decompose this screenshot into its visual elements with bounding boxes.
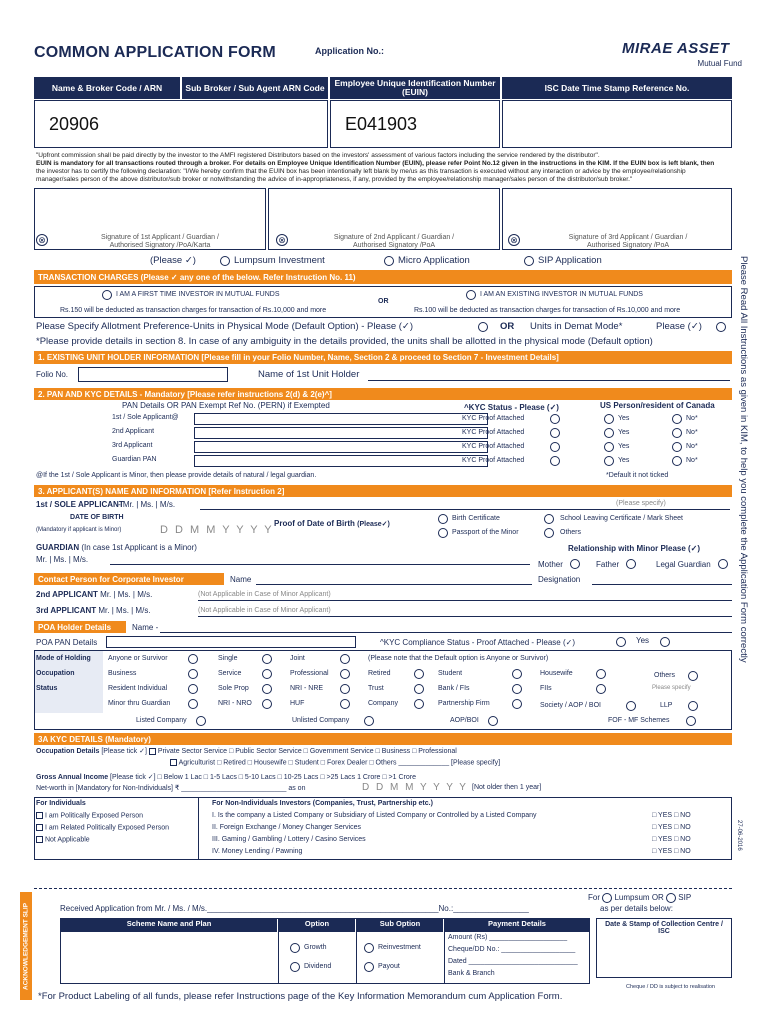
payout-label: Payout (378, 963, 400, 970)
folio-label: Folio No. (36, 370, 69, 379)
ack-divider (444, 918, 445, 984)
dob-note: (Mandatory if applicant is Minor) (36, 527, 122, 533)
demat-label: Units in Demat Mode* (530, 321, 623, 332)
status-huf-radio[interactable] (340, 699, 350, 709)
existing-label: I AM AN EXISTING INVESTOR IN MUTUAL FUNDS (480, 291, 643, 298)
status-unlisted-radio[interactable] (364, 716, 374, 726)
networth-note: [Not older then 1 year] (472, 784, 542, 791)
pay-amount: Amount (Rs) ____________________ (448, 934, 568, 941)
contact-name-label: Name (230, 575, 252, 584)
payout-radio[interactable] (364, 962, 374, 972)
status-nre: NRI - NRE (290, 685, 324, 692)
sip-label: SIP Application (538, 255, 602, 266)
reinvest-radio[interactable] (364, 943, 374, 953)
yes-no-q4[interactable]: □ YES □ NO (652, 848, 691, 855)
status-label: Status (36, 685, 58, 692)
pan-header: PAN Details OR PAN Exempt Ref No. (PERN) if Exempted (122, 401, 330, 410)
demat-radio[interactable] (716, 322, 726, 332)
pan-row (34, 412, 732, 426)
mother-radio[interactable] (570, 559, 580, 569)
contact-name-line[interactable] (256, 584, 532, 585)
status-huf: HUF (290, 700, 305, 707)
father-label: Father (596, 560, 620, 569)
pan-row-label: Guardian PAN (112, 456, 157, 463)
kyc-proof-label: KYC Proof Attached (462, 457, 525, 464)
poa-name-line[interactable] (160, 632, 732, 633)
poa-name-label: Name - (132, 623, 159, 632)
status-bank-radio[interactable] (512, 684, 522, 694)
yes-label: Yes (618, 429, 630, 436)
networth-date-input[interactable]: D D M M Y Y Y Y (362, 782, 468, 793)
status-minor-radio[interactable] (188, 699, 198, 709)
pan-row (34, 454, 732, 468)
second-name-line[interactable] (198, 600, 732, 601)
occ-details-line2: Agriculturist □ Retired □ Housewife □ Student □ Forex Dealer □ Others _____________ [Please specify] (170, 759, 500, 766)
birth-cert-radio[interactable] (438, 514, 448, 524)
pan-input[interactable] (194, 441, 488, 453)
growth-radio[interactable] (290, 943, 300, 953)
ack-as-per: as per details below: (600, 904, 673, 913)
status-listed: Listed Company (136, 717, 187, 724)
father-radio[interactable] (626, 559, 636, 569)
school-label: School Leaving Certificate / Mark Sheet (560, 515, 683, 522)
folio-input[interactable] (78, 367, 228, 382)
application-no-label: Application No.: (315, 46, 384, 56)
occ-business: Business (108, 670, 137, 677)
allot-or: OR (500, 321, 515, 332)
non-ind-q1: I. Is the company a Listed Company or Subsidiary of Listed Company or Controlled by a Listed Company (212, 812, 537, 819)
mode-please: (Please ✓) (150, 255, 196, 266)
occ-label: Occupation (36, 670, 75, 677)
col-sub-option: Sub Option (357, 919, 443, 932)
pep-option[interactable]: I am Politically Exposed Person (36, 812, 143, 819)
default-note: *Default it not ticked (606, 472, 669, 479)
section3a-bar: 3A KYC DETAILS (Mandatory) (34, 733, 732, 745)
status-llp-radio[interactable] (688, 701, 698, 711)
us-header: US Person/resident of Canada (600, 401, 715, 410)
designation-line[interactable] (592, 584, 732, 585)
passport-radio[interactable] (438, 528, 448, 538)
isc-header: ISC Date Time Stamp Reference No. (502, 77, 732, 99)
first-time-radio[interactable] (102, 290, 112, 300)
yes-no-q3[interactable]: □ YES □ NO (652, 836, 691, 843)
occ-business-radio[interactable] (188, 669, 198, 679)
isc-stamp-field[interactable] (502, 100, 732, 148)
disclaimer-line4: manager/sales person of the above distributor/sub broker or notwithstanding the advice of in-appropriateness, if any, provided by the employee/relationship manager/sales person of the distributor/sub broker." (36, 176, 633, 184)
school-radio[interactable] (544, 514, 554, 524)
euin-header: Employee Unique Identification Number (EUIN) (330, 77, 500, 99)
for-non-individuals: For Non-Individuals Investors (Companies, Trust, Partnership etc.) (212, 800, 433, 807)
ack-for: For Lumpsum OR SIP (588, 893, 692, 903)
occ-service-radio[interactable] (262, 669, 272, 679)
disclaimer-line2: EUIN is mandatory for all transactions routed through a broker. For details on Employee Unique Identification Number (EUIN), please refer Point No.12 given in the instructions in the KIM. If the EUIN box is left blank, then (36, 160, 715, 168)
status-listed-radio[interactable] (196, 716, 206, 726)
mode-anyone-radio[interactable] (188, 654, 198, 664)
ack-divider (278, 918, 279, 984)
ded-100: Rs.100 will be deducted as transaction charges for transaction of Rs.10,000 and more (414, 307, 681, 314)
logo-name: MIRAE ASSET (622, 40, 730, 57)
signature-label-1: Signature of 1st Applicant / Guardian / Authorised Signatory /PoA/Karta (101, 234, 219, 250)
status-unlisted: Unlisted Company (292, 717, 350, 724)
occ-others: Others (654, 672, 676, 679)
sole-titles: - Mr. | Ms. | M/s. (118, 500, 176, 509)
designation-label: Designation (538, 575, 581, 584)
kyc-header: ^KYC Status - Please (✓) (464, 403, 559, 412)
kyc-proof-radio[interactable] (550, 442, 560, 452)
status-partnership-radio[interactable] (512, 699, 522, 709)
status-soleprop-radio[interactable] (262, 684, 272, 694)
section3-bar: 3. APPLICANT(S) NAME AND INFORMATION [Refer Instruction 2] (34, 485, 732, 497)
sign-here-icon: ⊗ (508, 234, 520, 246)
sole-specify: (Please specify) (616, 500, 666, 507)
sole-name-line[interactable] (200, 509, 730, 510)
physical-radio[interactable] (478, 322, 488, 332)
status-aop-radio[interactable] (488, 716, 498, 726)
stamp-label: Date & Stamp of Collection Centre / ISC (605, 921, 723, 935)
sip-radio[interactable] (524, 256, 534, 266)
realisation-note: Cheque / DD is subject to realisation (626, 984, 715, 990)
disclaimer-line1: "Upfront commission shall be paid directly by the investor to the AMFI registered Distributors based on the investors' assessment of various factors including the service rendered by the distributor". (36, 152, 600, 159)
status-society: Society / AOP / BOI (540, 702, 601, 709)
mirae-logo (622, 40, 742, 76)
us-yes-radio[interactable] (604, 456, 614, 466)
second-na: (Not Applicable in Case of Minor Applicant) (198, 591, 331, 598)
no-label: No* (686, 429, 698, 436)
status-trust-radio[interactable] (414, 684, 424, 694)
no-label: No* (686, 443, 698, 450)
passport-label: Passport of the Minor (452, 529, 519, 536)
guardian-name-line[interactable] (110, 564, 530, 565)
occ-details: Occupation Details [Please tick ✓] Private Sector Service □ Public Sector Service □ Government Service □ Business □ Professional (36, 748, 457, 755)
pan-row-label: 3rd Applicant (112, 442, 153, 449)
guardian-titles: Mr. | Ms. | M/s. (36, 555, 89, 564)
proof-dob-label: Proof of Date of Birth (Please✓) (274, 519, 390, 528)
side-instruction: Please Read All Instructions as given in KIM, to help you complete the Application Form correctly (738, 256, 749, 663)
pep-divider (198, 797, 199, 860)
allotment-line2: *Please provide details in section 8. In case of any ambiguity in the details provided, the units shall be allotted in the physical mode (Default option) (36, 336, 653, 347)
status-soleprop: Sole Prop (218, 685, 249, 692)
pay-cheque: Cheque/DD No.: ___________________ (448, 946, 576, 953)
form-code: 27-06-2016 (736, 820, 742, 851)
us-no-radio[interactable] (672, 414, 682, 424)
status-fii: FIIs (540, 685, 552, 692)
rpep-option[interactable]: I am Related Politically Exposed Person (36, 824, 169, 831)
pan-row-label: 2nd Applicant (112, 428, 155, 435)
occ-retired: Retired (368, 670, 391, 677)
poa-bar: POA Holder Details (34, 621, 126, 633)
occ-student-radio[interactable] (512, 669, 522, 679)
tx-or: OR (378, 298, 389, 305)
cut-line (34, 888, 732, 889)
growth-label: Growth (304, 944, 327, 951)
pay-dated: Dated ____________________________ (448, 958, 578, 965)
others-proof-label: Others (560, 529, 582, 536)
allotment-line1: Please Specify Allotment Preference-Units in Physical Mode (Default Option) - Please (✓) (36, 321, 414, 332)
sign-here-icon: ⊗ (36, 234, 48, 246)
occ-professional: Professional (290, 670, 329, 677)
poa-yes-radio[interactable] (660, 637, 670, 647)
mode-single: Single (218, 655, 238, 662)
first-time-label: I AM A FIRST TIME INVESTOR IN MUTUAL FUNDS (116, 291, 280, 298)
kyc-proof-label: KYC Proof Attached (462, 429, 525, 436)
subbroker-header: Sub Broker / Sub Agent ARN Code (182, 77, 328, 99)
occ-housewife: Housewife (540, 670, 573, 677)
pan-row-label: 1st / Sole Applicant@ (112, 414, 179, 421)
status-resident: Resident Individual (108, 685, 168, 692)
euin-field[interactable]: E041903 (330, 100, 500, 148)
legal-guardian-radio[interactable] (718, 559, 728, 569)
status-society-radio[interactable] (626, 701, 636, 711)
third-na: (Not Applicable in Case of Minor Applicant) (198, 607, 331, 614)
pan-input[interactable] (194, 427, 488, 439)
ack-side-label: ACKNOWLEDGEMENT SLIP (20, 892, 32, 1000)
birth-cert-label: Birth Certificate (452, 515, 500, 522)
kyc-proof-radio[interactable] (550, 414, 560, 424)
occ-professional-radio[interactable] (340, 669, 350, 679)
us-yes-radio[interactable] (604, 428, 614, 438)
gross-income: Gross Annual Income [Please tick ✓] □ Below 1 Lac □ 1-5 Lacs □ 5-10 Lacs □ 10-25 Lacs □ >25 Lacs 1 Crore □ >1 Crore (36, 774, 416, 781)
for-individuals: For Individuals (36, 800, 86, 807)
non-ind-q3: III. Gaming / Gambling / Lottery / Casino Services (212, 836, 366, 843)
lumpsum-label: Lumpsum Investment (234, 255, 325, 266)
section1-bar: 1. EXISTING UNIT HOLDER INFORMATION [Please fill in your Folio Number, Name, Section 2 & proceed to Section 7 - Investment Details] (34, 351, 732, 364)
product-label-note: *For Product Labeling of all funds, please refer Instructions page of the Key Information Memorandum cum Application Form. (38, 991, 563, 1002)
non-ind-q2: II. Foreign Exchange / Money Changer Services (212, 824, 362, 831)
signature-label-2: Signature of 2nd Applicant / Guardian / Authorised Signatory /PoA (333, 234, 455, 250)
third-name-line[interactable] (198, 616, 732, 617)
col-scheme: Scheme Name and Plan (61, 919, 277, 932)
networth-label: Net-worth in [Mandatory for Non-Individuals] ₹ ___________________________ as on (36, 785, 306, 792)
poa-pan-input[interactable] (106, 636, 356, 648)
pay-bank: Bank & Branch (448, 970, 495, 977)
kyc-proof-label: KYC Proof Attached (462, 443, 525, 450)
status-partnership: Partnership Firm (438, 700, 490, 707)
sole-applicant-label: 1st / SOLE APPLICANT (36, 500, 124, 509)
existing-radio[interactable] (466, 290, 476, 300)
ded-150: Rs.150 will be deducted as transaction charges for transaction of Rs.10,000 and more (60, 307, 327, 314)
arn-field[interactable]: 20906 (34, 100, 328, 148)
name1-label: Name of 1st Unit Holder (258, 369, 360, 380)
sign-here-icon: ⊗ (276, 234, 288, 246)
col-option: Option (279, 919, 355, 932)
occ-housewife-radio[interactable] (596, 669, 606, 679)
poa-kyc-radio[interactable] (616, 637, 626, 647)
ack-received: Received Application from Mr. / Ms. / M/s.____________________________________________________No.:_________________ (60, 904, 529, 913)
yes-no-q2[interactable]: □ YES □ NO (652, 824, 691, 831)
yes-label: Yes (618, 443, 630, 450)
signature-label-3: Signature of 3rd Applicant / Guardian / Authorised Signatory /PoA (568, 234, 688, 250)
occ-others-radio[interactable] (688, 671, 698, 681)
relationship-label: Relationship with Minor Please (✓) (568, 544, 701, 553)
us-no-radio[interactable] (672, 456, 682, 466)
reinvest-label: Reinvestment (378, 944, 421, 951)
form-title: COMMON APPLICATION FORM (34, 44, 276, 61)
guardian-label: GUARDIAN (In case 1st Applicant is a Minor) (36, 543, 197, 552)
us-yes-radio[interactable] (604, 442, 614, 452)
status-nro-radio[interactable] (262, 699, 272, 709)
us-no-radio[interactable] (672, 428, 682, 438)
non-ind-q4: IV. Money Lending / Pawning (212, 848, 303, 855)
us-yes-radio[interactable] (604, 414, 614, 424)
legal-guardian-label: Legal Guardian (656, 560, 711, 569)
disclaimer-line3: the investor has to certify the following declaration: "I/We hereby confirm that the EUIN box has been intentionally left blank by me/us as this transaction is executed without any interaction or advice by the employee/relationship (36, 168, 686, 176)
transaction-bar: TRANSACTION CHARGES (Please ✓ any one of the below. Refer Instruction No. 11) (34, 270, 732, 284)
demat-please: Please (✓) (656, 321, 702, 332)
poa-kyc-label: ^KYC Compliance Status - Proof Attached - Please (✓) (380, 638, 575, 647)
kyc-proof-label: KYC Proof Attached (462, 415, 525, 422)
status-resident-radio[interactable] (188, 684, 198, 694)
micro-radio[interactable] (384, 256, 394, 266)
no-label: No* (686, 457, 698, 464)
status-fof-radio[interactable] (686, 716, 696, 726)
name1-line[interactable] (368, 380, 730, 381)
third-applicant: 3rd APPLICANT Mr. | Ms. | M/s. (36, 606, 151, 615)
mode-joint-radio[interactable] (340, 654, 350, 664)
mother-label: Mother (538, 560, 563, 569)
occ-service: Service (218, 670, 242, 677)
status-trust: Trust (368, 685, 384, 692)
lumpsum-radio[interactable] (220, 256, 230, 266)
yes-no-q1[interactable]: □ YES □ NO (652, 812, 691, 819)
please-specify: Please specify (652, 685, 691, 691)
yes-label: Yes (618, 457, 630, 464)
poa-yes-label: Yes (636, 636, 650, 645)
status-aop: AOP/BOI (450, 717, 479, 724)
poa-pan-label: POA PAN Details (36, 638, 98, 647)
status-company-radio[interactable] (414, 699, 424, 709)
occ-retired-radio[interactable] (414, 669, 424, 679)
mode-anyone: Anyone or Survivor (108, 655, 168, 662)
status-llp: LLP (660, 702, 673, 709)
status-nre-radio[interactable] (340, 684, 350, 694)
dob-label: DATE OF BIRTH (70, 514, 124, 521)
mode-label: Mode of Holding (36, 655, 91, 662)
pan-rows (34, 412, 732, 468)
yes-label: Yes (618, 415, 630, 422)
ack-divider (356, 918, 357, 984)
kyc-proof-radio[interactable] (550, 428, 560, 438)
dob-input[interactable]: D D M M Y Y Y Y (160, 524, 274, 536)
section2-bar: 2. PAN AND KYC DETAILS - Mandatory [Please refer instructions 2(d) & 2(e)^] (34, 388, 732, 400)
pan-input[interactable] (194, 455, 488, 467)
pan-input[interactable] (194, 413, 488, 425)
dividend-radio[interactable] (290, 962, 300, 972)
status-bank: Bank / FIs (438, 685, 470, 692)
mode-single-radio[interactable] (262, 654, 272, 664)
logo-sub: Mutual Fund (697, 59, 742, 68)
col-payment: Payment Details (445, 919, 589, 932)
status-company: Company (368, 700, 398, 707)
no-label: No* (686, 415, 698, 422)
dividend-label: Dividend (304, 963, 332, 970)
contact-bar: Contact Person for Corporate Investor (34, 573, 224, 585)
broker-arn-header: Name & Broker Code / ARN (34, 77, 180, 99)
minor-note: @If the 1st / Sole Applicant is Minor, then please provide details of natural / legal guardian. (36, 472, 317, 479)
us-no-radio[interactable] (672, 442, 682, 452)
micro-label: Micro Application (398, 255, 470, 266)
status-nro: NRI - NRO (218, 700, 252, 707)
second-applicant: 2nd APPLICANT Mr. | Ms. | M/s. (36, 590, 153, 599)
pan-row (34, 426, 732, 440)
pep-na-option[interactable]: Not Applicable (36, 836, 90, 843)
disclaimer (36, 152, 736, 185)
occ-student: Student (438, 670, 463, 677)
status-minor: Minor thru Guardian (108, 700, 171, 707)
status-fii-radio[interactable] (596, 684, 606, 694)
status-fof: FOF - MF Schemes (608, 717, 670, 724)
pan-row (34, 440, 732, 454)
others-proof-radio[interactable] (544, 528, 554, 538)
mode-joint: Joint (290, 655, 305, 662)
mode-note: (Please note that the Default option is Anyone or Survivor) (368, 655, 549, 662)
kyc-proof-radio[interactable] (550, 456, 560, 466)
